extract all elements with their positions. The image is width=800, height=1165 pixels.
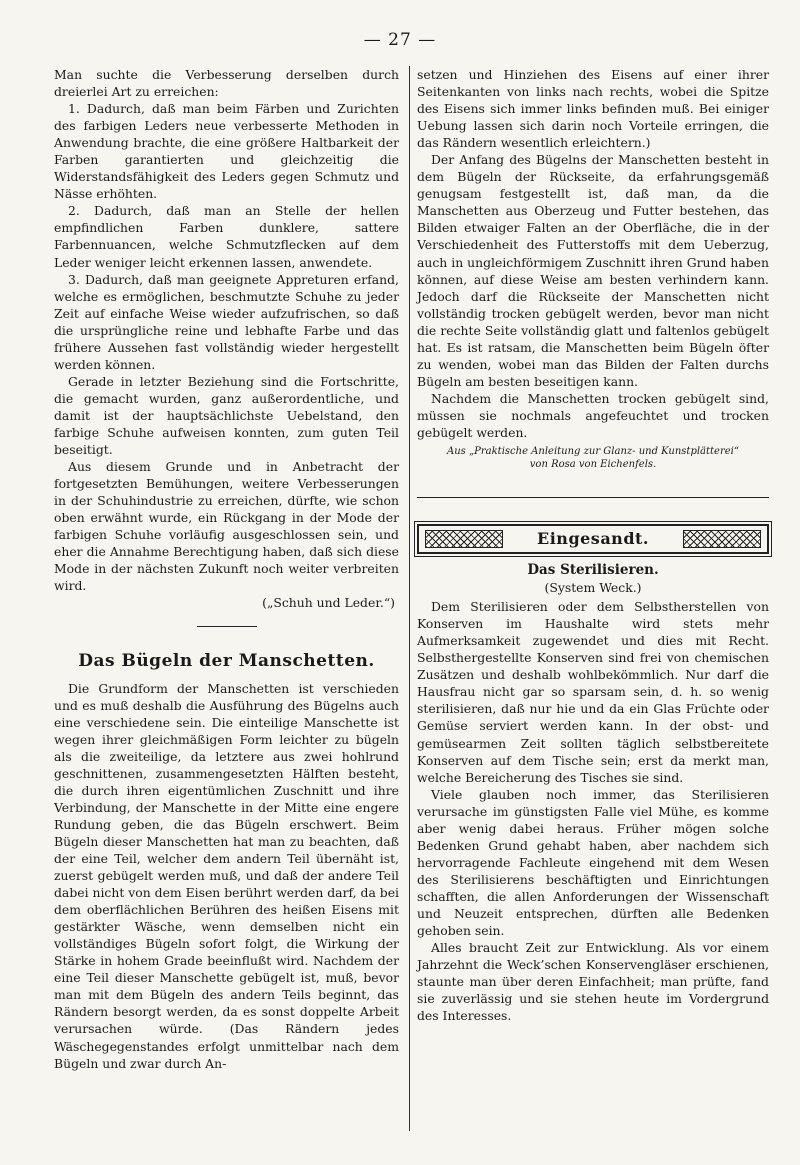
paragraph: Nachdem die Manschetten trocken gebügelt sind, müssen sie nochmals angefeuchtet und trocken gebügelt werden. (417, 390, 769, 440)
paragraph: Der Anfang des Bügelns der Manschetten besteht in dem Bügeln der Rückseite, da erfahrungsgemäß genugsam festgestellt ist, daß man, da die Manschetten aus Oberzeug und Futter bestehen, das Bilden etwaiger Falten an der Oberfläche, die in der Verschiedenheit des Futterstoffs mit dem Ueberzug, auch in ungleichförmigem Zuschnitt ihren Grund haben können, auf diese Weise am besten verhindern kann. Jedoch darf die Rückseite der Manschetten nicht vollständig trocken gebügelt werden, bevor man nicht die rechte Seite vollständig glatt und faltenlos gebügelt hat. Es ist ratsam, die Manschetten beim Bügeln öfter zu wenden, wobei man das Bilden der Falten durchs Bügeln am besten beseitigen kann. (417, 152, 769, 389)
section-divider (417, 497, 769, 498)
paragraph: 3. Dadurch, daß man geeignete Appreturen erfand, welche es ermöglichen, beschmutzte Schuhe zu jeder Zeit auf einfache Weise wieder aufzufrischen, so daß die ursprüngliche reine und lebhafte Farbe und das frühere Aussehen fast vollständig wieder hergestellt werden können. (54, 271, 399, 372)
section-banner (417, 524, 769, 554)
page-number: — 27 — (363, 30, 437, 50)
paragraph: Man suchte die Verbesserung derselben durch dreierlei Art zu erreichen: (54, 67, 399, 100)
paragraph: Viele glauben noch immer, das Sterilisieren verursache im günstigsten Falle viel Mühe, es komme aber wenig dabei heraus. Früher mögen solche Bedenken Grund gehabt haben, aber nachdem sich hervorragende Fachleute eingehend mit dem Wesen des Sterilisierens beschäftigten und Einrichtungen schafften, die allen Anforderungen der Wissenschaft und Neuzeit entsprechen, dürften alle Bedenken gehoben sein. (417, 786, 769, 939)
left-column (54, 66, 399, 1072)
paragraph: Gerade in letzter Beziehung sind die Fortschritte, die gemacht wurden, ganz außerordentliche, und damit ist der hauptsächlichste Uebelstand, den farbige Schuhe aufweisen konnten, zum guten Teil beseitigt. (54, 373, 399, 458)
ornament-right-icon (683, 530, 761, 548)
banner-title: Eingesandt. (529, 529, 657, 548)
paragraph: Aus diesem Grunde und in Anbetracht der fortgesetzten Bemühungen, weitere Verbesserungen in der Schuhindustrie zu erreichen, dürfte, wie schon oben erwähnt wurde, ein Rückgang in der Mode der farbigen Schuhe vorläufig ausgeschlossen sein, und eher die Annahme Berechtigung haben, daß sich diese Mode in der nächsten Zukunft noch weiter verbreiten wird. (54, 459, 399, 594)
article-source: („Schuh und Leder.“) (262, 595, 395, 611)
right-column (417, 66, 769, 1024)
paragraph: 1. Dadurch, daß man beim Färben und Zurichten des farbigen Leders neue verbesserte Methoden in Anwendung brachte, die eine größere Haltbarkeit der Farben garantierten und gleichzeitig die Widerstandsfähigkeit des Leders gegen Schmutz und Nässe erhöhten. (54, 101, 399, 202)
article-headline: Das Bügeln der Manschetten. (78, 650, 375, 671)
paragraph: setzen und Hinziehen des Eisens auf einer ihrer Seitenkanten von links nach rechts, wobei die Spitze des Eisens sich immer links befinden muß. Bei einiger Uebung lassen sich darin noch Vorteile erringen, die das Rändern wesentlich erleichtern.) (417, 67, 769, 151)
article-headline: Das Sterilisieren. (527, 562, 659, 579)
paragraph: Dem Sterilisieren oder dem Selbstherstellen von Konserven im Haushalte wird stets mehr Aufmerksamkeit zugewendet und dies mit Recht. Selbsthergestellte Konserven sind frei von chemischen Zusätzen und deshalb wohlbekömmlich. Nur darf die Hausfrau nicht gar so sparsam sein, d. h. so wenig sterilisieren, daß nur hie und da ein Glas Früchte oder Gemüse serviert werden kann. In der obst- und gemüsearmen Zeit sollten täglich selbstbereitete Konserven auf dem Tische sein; erst da merkt man, welche Bereicherung des Tisches sie sind. (417, 599, 769, 785)
article-subheadline: (System Weck.) (544, 580, 642, 596)
paragraph: Die Grundform der Manschetten ist verschieden und es muß deshalb die Ausführung des Bügelns auch eine verschiedene sein. Die einteilige Manschette ist wegen ihrer gleichmäßigen Form leichter zu bügeln als die zweiteilige, da letztere aus zwei hohlrund geschnittenen, zusammengesetzten Hälften besteht, die durch ihren eigentümlichen Zuschnitt und ihre Verbindung, der Manschette in der Mitte eine engere Rundung geben, die das Bügeln erschwert. Beim Bügeln dieser Manschetten hat man zu beachten, daß der eine Teil, welcher dem andern Teil übernäht ist, zuerst gebügelt werden muß, und daß der andere Teil dabei nicht von dem Eisen berührt werden darf, da bei dem oberflächlichen Berühren des heißen Eisens mit gestärkter Wäsche, wenn demselben nicht ein vollständiges Bügeln sofort folgt, die Wirkung der Stärke in hohem Grade beeinflußt wird. Nachdem der eine Teil dieser Manschette gebügelt ist, muß, bevor man mit dem Bügeln des andern Teils beginnt, das Rändern besorgt werden, da es sonst doppelte Arbeit verursachen würde. (Das Rändern jedes Wäschegegenstandes erfolgt unmittelbar nach dem Bügeln und zwar durch An- (54, 680, 399, 1071)
column-divider (409, 66, 410, 1131)
source-line: von Rosa von Eichenfels. (529, 459, 657, 471)
section-divider (197, 626, 257, 627)
paragraph: 2. Dadurch, daß man an Stelle der hellen empfindlichen Farben dunklere, sattere Farbennuancen, welche Schmutzflecken auf dem Leder weniger leicht erkennen lassen, anwendete. (54, 203, 399, 270)
source-line: Aus „Praktische Anleitung zur Glanz- und Kunstplätterei“ (447, 446, 739, 458)
paragraph: Alles braucht Zeit zur Entwicklung. Als vor einem Jahrzehnt die Weck’schen Konservengläser erschienen, staunte man über deren Einfachheit; man prüfte, fand sie zuverlässig und sie stehen heute im Vordergrund des Interesses. (417, 940, 769, 1024)
